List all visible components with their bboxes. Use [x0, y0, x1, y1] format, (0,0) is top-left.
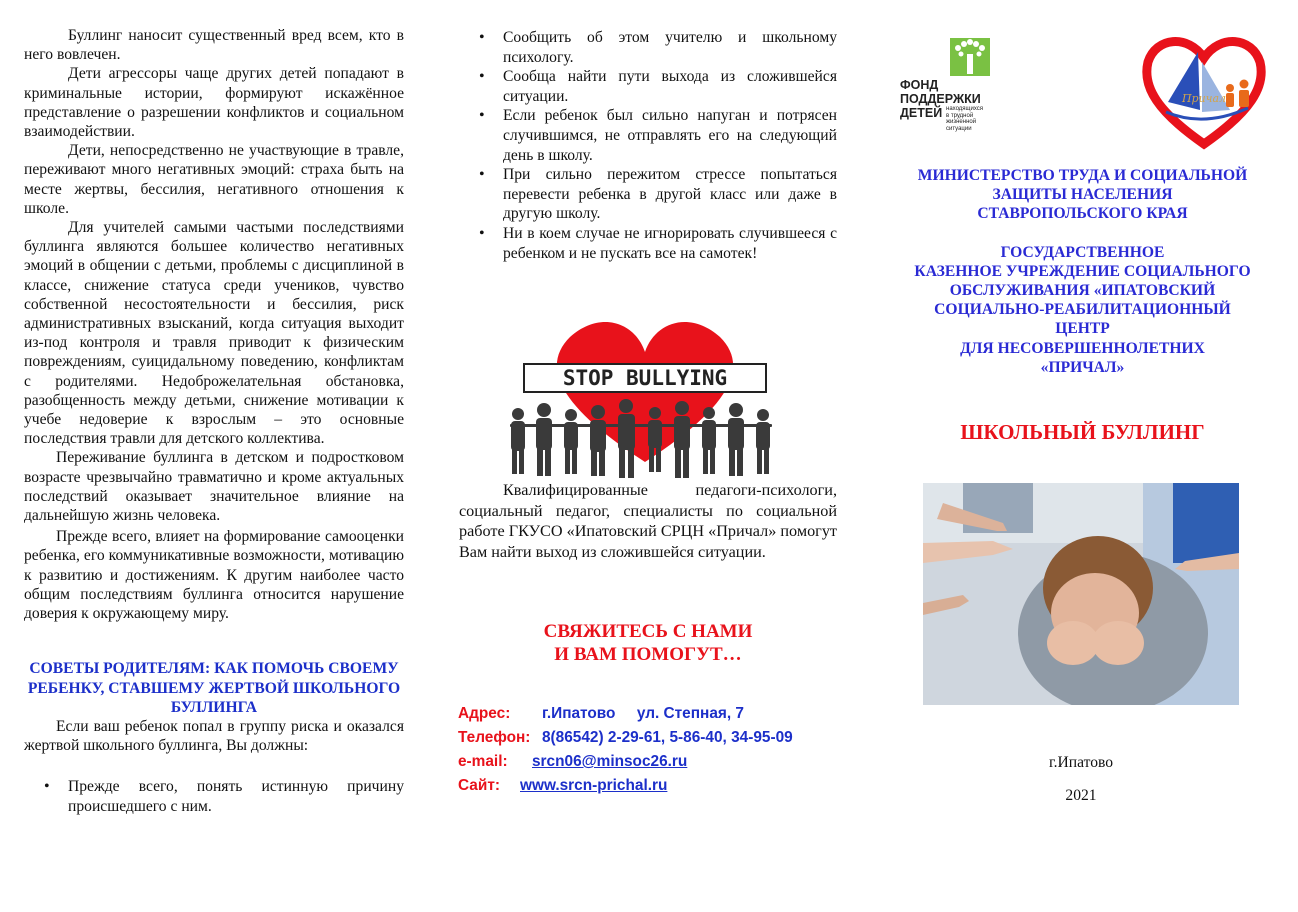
paragraph-harm: Буллинг наносит существенный вред всем, кто в него вовлечен. — [24, 27, 404, 64]
list-item: • Сообща найти пути выхода из сложившейся ситуации. — [459, 67, 837, 106]
institution-line-6: ДЛЯ НЕСОВЕРШЕННОЛЕТНИХ — [960, 339, 1205, 357]
specialists-block — [459, 480, 837, 562]
center-logo — [1138, 32, 1270, 150]
address-label: Адрес: — [458, 705, 511, 722]
tree-hand-icon — [950, 38, 990, 76]
document-title: ШКОЛЬНЫЙ БУЛЛИНГ — [960, 420, 1205, 444]
address-row — [458, 702, 793, 726]
year-label: 2021 — [1065, 787, 1097, 804]
list-item: • Сообщить об этом учителю и школьному психологу. — [459, 28, 837, 67]
ministry-block — [885, 166, 1280, 377]
advice-intro: Если ваш ребенок попал в группу риска и оказался жертвой школьного буллинга, Вы должны: — [24, 717, 404, 755]
email-row — [458, 750, 793, 774]
institution-line-4: СОЦИАЛЬНО-РЕАБИЛИТАЦИОННЫЙ — [934, 301, 1231, 319]
paragraph-aggressors: Дети агрессоры чаще других детей попадают в криминальные истории, формируют искажённое представление о разрешении конфликтов и социальном взаимодействии. — [24, 65, 404, 141]
paragraph-teachers: Для учителей самыми частыми последствиями буллинга являются большее количество негативных эмоций в общении с детьми, проблемы с дисциплиной в классе, снижение статуса среди учеников, чувство собственной несостоятельности и бессилия, риск административных взысканий, когда ситуация выходит из-под контроля и травля приводит к физическим повреждениям, суицидальному поведению, конфликтам с родителями. Недоброжелательная обстановка, разобщенность между детьми, снижение мотивации к учебе недоверие к взрослым – это основные последствия травли для детского коллектива. — [24, 219, 404, 448]
list-item: • При сильно пережитом стрессе попытаться перевести ребенка в другой класс или даже в другую школу. — [459, 165, 837, 224]
institution-line-5: ЦЕНТР — [1055, 320, 1110, 338]
city-label: г.Ипатово — [1048, 754, 1114, 771]
paragraph-self-esteem: Прежде всего, влияет на формирование самооценки ребенка, его коммуникативные возможности, мотивацию к развитию и достижениям. К другим наиболее часто общим последствиям буллинга относится нарушение доверия к окружающему миру. — [24, 528, 404, 623]
center-logo-text: Причал — [1181, 92, 1227, 105]
cta-line-1: СВЯЖИТЕСЬ С НАМИ — [543, 621, 753, 642]
child-photo-illustration — [923, 483, 1239, 705]
list-item: • Если ребенок был сильно напуган и потрясен случившимся, не отправлять его на следующий день в школу. — [459, 106, 837, 165]
fund-logo-small1: находящихся — [946, 106, 984, 112]
ministry-line-3: СТАВРОПОЛЬСКОГО КРАЯ — [977, 205, 1188, 223]
list-item: • Прежде всего, понять истинную причину происшедшего с ним. — [24, 777, 404, 816]
paragraph-trauma: Переживание буллинга в детском и подростковом возрасте чрезвычайно травматично и кроме актуальных последствий оказывает значительное влияние на дальнейшую жизнь человека. — [24, 449, 404, 525]
stop-bullying-text: STOP BULLYING — [562, 366, 728, 390]
address-value: г.Ипатово ул. Степная, 7 — [542, 705, 744, 722]
paragraph-witnesses: Дети, непосредственно не участвующие в травле, переживают много негативных эмоций: страха быть на месте жертвы, бессилия, негативного отношения к школе. — [24, 142, 404, 217]
fund-logo-small2: в трудной — [946, 112, 974, 119]
institution-line-1: ГОСУДАРСТВЕННОЕ — [1000, 243, 1165, 261]
left-column — [24, 0, 404, 817]
fund-logo-line2: ПОДДЕРЖКИ — [900, 92, 981, 106]
stop-bullying-illustration — [500, 312, 790, 480]
list-item: • Ни в коем случае не игнорировать случившееся с ребенком и не пускать все на самотек! — [459, 224, 837, 263]
fund-logo — [896, 38, 1016, 130]
call-to-action — [459, 620, 837, 666]
fund-logo-line3: ДЕТЕЙ — [900, 106, 943, 120]
email-link[interactable]: srcn06@minsoc26.ru — [532, 753, 688, 770]
fund-logo-line1: ФОНД — [900, 78, 939, 92]
fund-logo-small3: жизненной — [946, 119, 977, 125]
fund-logo-small-text — [946, 106, 983, 132]
advice-list — [24, 777, 404, 816]
bullying-photo — [923, 483, 1239, 705]
email-label: e-mail: — [458, 753, 508, 770]
heart-logo-icon — [1138, 32, 1270, 150]
middle-column — [459, 0, 837, 263]
site-link[interactable]: www.srcn-prichal.ru — [520, 777, 668, 794]
phone-row — [458, 726, 793, 750]
ministry-line-2: ЗАЩИТЫ НАСЕЛЕНИЯ — [992, 186, 1173, 204]
phone-label: Телефон: — [458, 729, 531, 746]
advice-list-continued — [459, 28, 837, 263]
contacts-block — [458, 702, 793, 798]
site-label: Сайт: — [458, 777, 500, 794]
phone-value: 8(86542) 2-29-61, 5-86-40, 34-95-09 — [542, 729, 793, 746]
institution-line-7: «ПРИЧАЛ» — [1040, 358, 1125, 376]
heart-icon — [500, 312, 790, 480]
institution-line-2: КАЗЕННОЕ УЧРЕЖДЕНИЕ СОЦИАЛЬНОГО — [914, 262, 1251, 280]
fund-logo-small4: ситуации — [946, 125, 972, 132]
cta-line-2: И ВАМ ПОМОГУТ… — [554, 644, 742, 665]
ministry-line-1: МИНИСТЕРСТВО ТРУДА И СОЦИАЛЬНОЙ — [917, 167, 1248, 184]
site-row — [458, 774, 793, 798]
institution-line-3: ОБСЛУЖИВАНИЯ «ИПАТОВСКИЙ — [949, 282, 1216, 300]
specialists-text: Квалифицированные педагоги-психологи, социальный педагог, специалисты по социальной работе ГКУСО «Ипатовский СРЦН «Причал» помогут Вам найти выход из сложившейся ситуации. — [459, 481, 837, 561]
advice-heading: СОВЕТЫ РОДИТЕЛЯМ: КАК ПОМОЧЬ СВОЕМУ РЕБЕНКУ, СТАВШЕМУ ЖЕРТВОЙ ШКОЛЬНОГО БУЛЛИНГА — [27, 660, 401, 716]
